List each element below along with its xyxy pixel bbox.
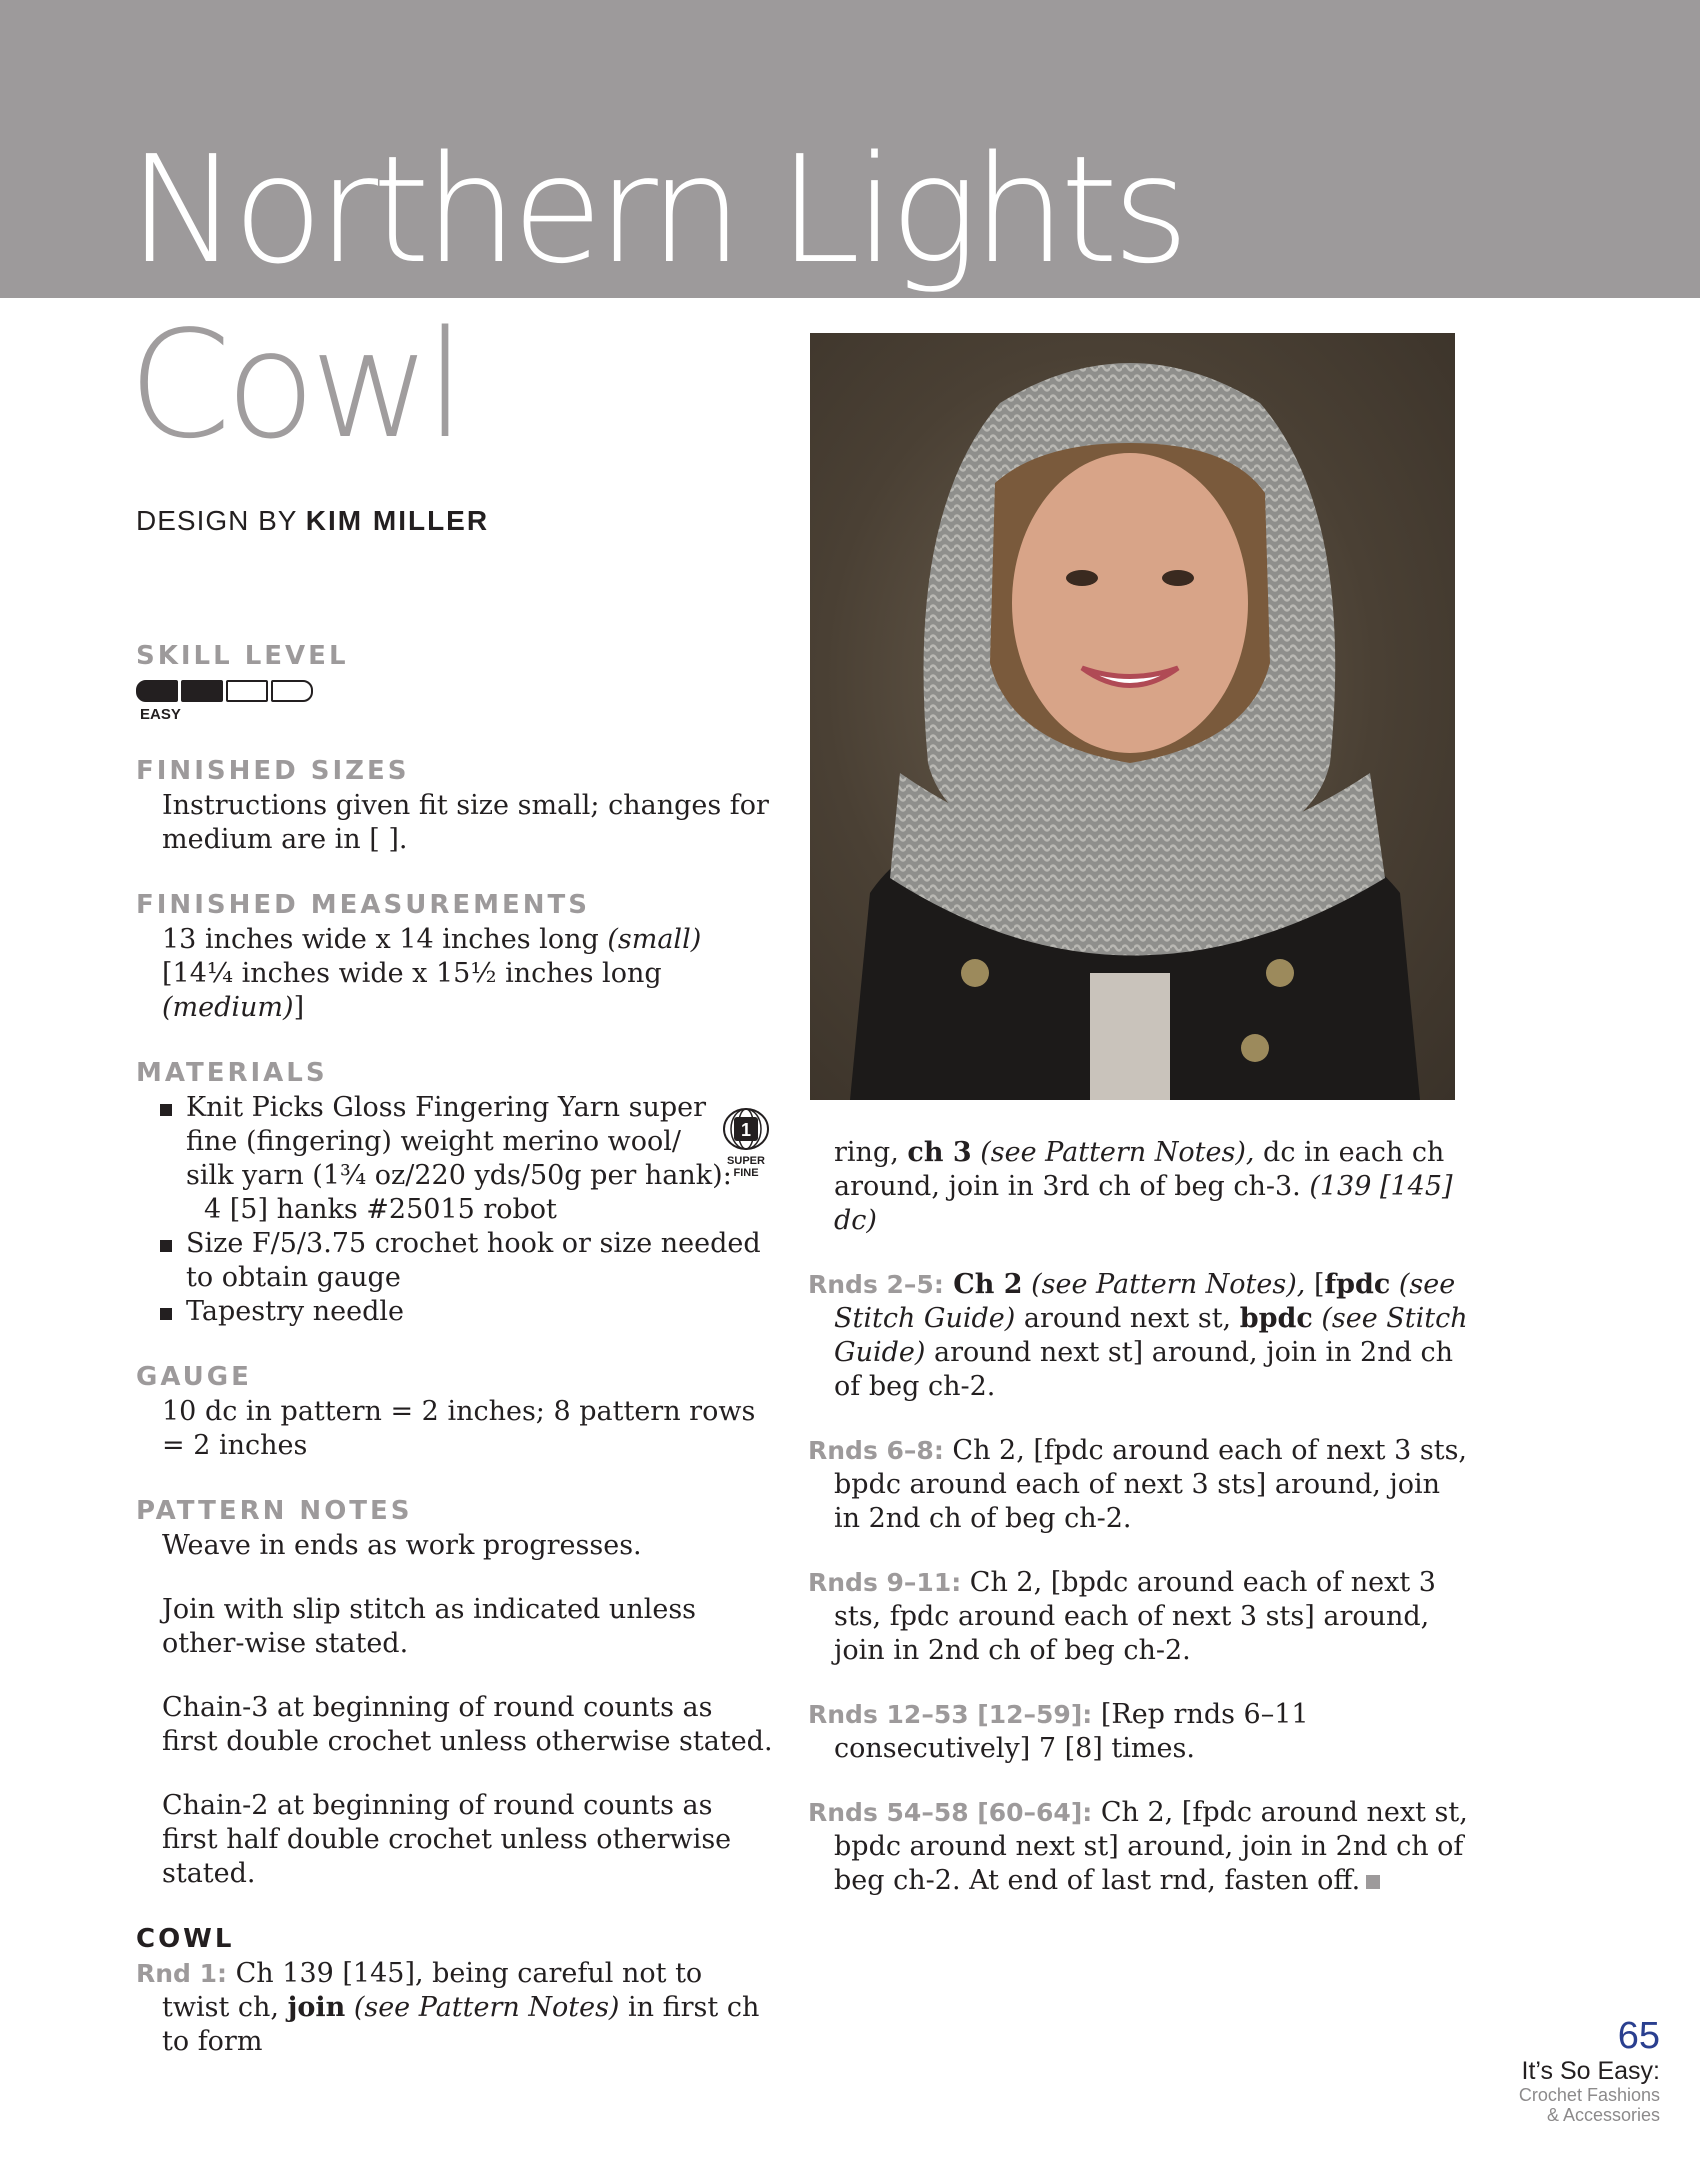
book-title: It’s So Easy:: [1521, 2057, 1660, 2085]
skill-level-icon: [136, 680, 776, 702]
book-subtitle-2: & Accessories: [1546, 2105, 1660, 2125]
right-column: [808, 1136, 1468, 1898]
measurements-medium: [14¼ inches wide x 15½ inches long (medium)]: [162, 958, 662, 1023]
measurements-small: 13 inches wide x 14 inches long (small): [162, 924, 702, 955]
end-square-icon: [1366, 1875, 1380, 1889]
gauge-heading: GAUGE: [136, 1362, 252, 1392]
round-1-instruction: Rnd 1: Ch 139 [145], being careful not to twist ch, join (see Pattern Notes) in first ch to form: [136, 1958, 760, 2057]
designer-name: KIM MILLER: [305, 505, 490, 536]
list-item: Knit Picks Gloss Fingering Yarn super fine (fingering) weight merino wool/ silk yarn (1¾ oz/220 yds/50g per hank): 4 [5] hanks #25015 robot: [160, 1091, 776, 1227]
byline: [136, 505, 489, 537]
skill-level-label: EASY: [140, 706, 181, 723]
pattern-note: Chain-2 at beginning of round counts as first half double crochet unless otherwise stated.: [162, 1790, 732, 1889]
pattern-note: Weave in ends as work progresses.: [162, 1530, 642, 1561]
page-title-line1: Northern Lights: [128, 124, 1184, 296]
materials-heading: MATERIALS: [136, 1058, 328, 1088]
materials-section: [136, 1055, 776, 1329]
book-subtitle-1: Crochet Fashions: [1518, 2085, 1660, 2105]
skill-level-heading: SKILL LEVEL: [136, 641, 349, 671]
byline-prefix: DESIGN BY: [136, 505, 297, 536]
yarn-weight-icon: 1 SUPER FINE: [714, 1107, 778, 1179]
woman-wearing-cowl-photo: [810, 333, 1455, 1100]
rounds-2-5-instruction: Rnds 2–5: Ch 2 (see Pattern Notes), [fpdc (see Stitch Guide) around next st, bpdc (see Stitch Guide) around next st] around, join in 2nd ch of beg ch-2.: [808, 1269, 1468, 1402]
pattern-notes-heading: PATTERN NOTES: [136, 1496, 413, 1526]
round-1-continued: ring, ch 3 (see Pattern Notes), dc in each ch around, join in 3rd ch of beg ch-3. (139 [145] dc): [834, 1137, 1453, 1236]
gauge-text: 10 dc in pattern = 2 inches; 8 pattern rows = 2 inches: [162, 1396, 756, 1461]
rounds-9-11-instruction: Rnds 9–11: Ch 2, [bpdc around each of next 3 sts, fpdc around each of next 3 sts] around, join in 2nd ch of beg ch-2.: [808, 1567, 1436, 1666]
rounds-54-58-instruction: Rnds 54–58 [60–64]: Ch 2, [fpdc around next st, bpdc around next st] around, join in 2nd ch of beg ch-2. At end of last rnd, fasten off.: [808, 1797, 1468, 1896]
materials-list: [136, 1091, 776, 1329]
finished-sizes-heading: FINISHED SIZES: [136, 756, 410, 786]
finished-measurements-heading: FINISHED MEASUREMENTS: [136, 890, 590, 920]
rounds-6-8-instruction: Rnds 6–8: Ch 2, [fpdc around each of next 3 sts, bpdc around each of next 3 sts] around, join in 2nd ch of beg ch-2.: [808, 1435, 1468, 1534]
list-item: Size F/5/3.75 crochet hook or size needed to obtain gauge: [160, 1227, 776, 1295]
page-folio: [1519, 2015, 1660, 2125]
finished-sizes-text: Instructions given fit size small; changes for medium are in [ ].: [162, 790, 769, 855]
rounds-12-53-instruction: Rnds 12–53 [12–59]: [Rep rnds 6–11 consecutively] 7 [8] times.: [808, 1699, 1309, 1764]
pattern-note: Join with slip stitch as indicated unless other-wise stated.: [162, 1594, 697, 1659]
list-item: Tapestry needle: [160, 1295, 776, 1329]
page-title-line2: Cowl: [128, 299, 461, 471]
cowl-heading: COWL: [136, 1924, 235, 1954]
page-number: 65: [1617, 2015, 1660, 2057]
svg-text:1: 1: [740, 1120, 752, 1140]
pattern-note: Chain-3 at beginning of round counts as first double crochet unless otherwise stated.: [162, 1692, 773, 1757]
left-column: [136, 638, 776, 2059]
